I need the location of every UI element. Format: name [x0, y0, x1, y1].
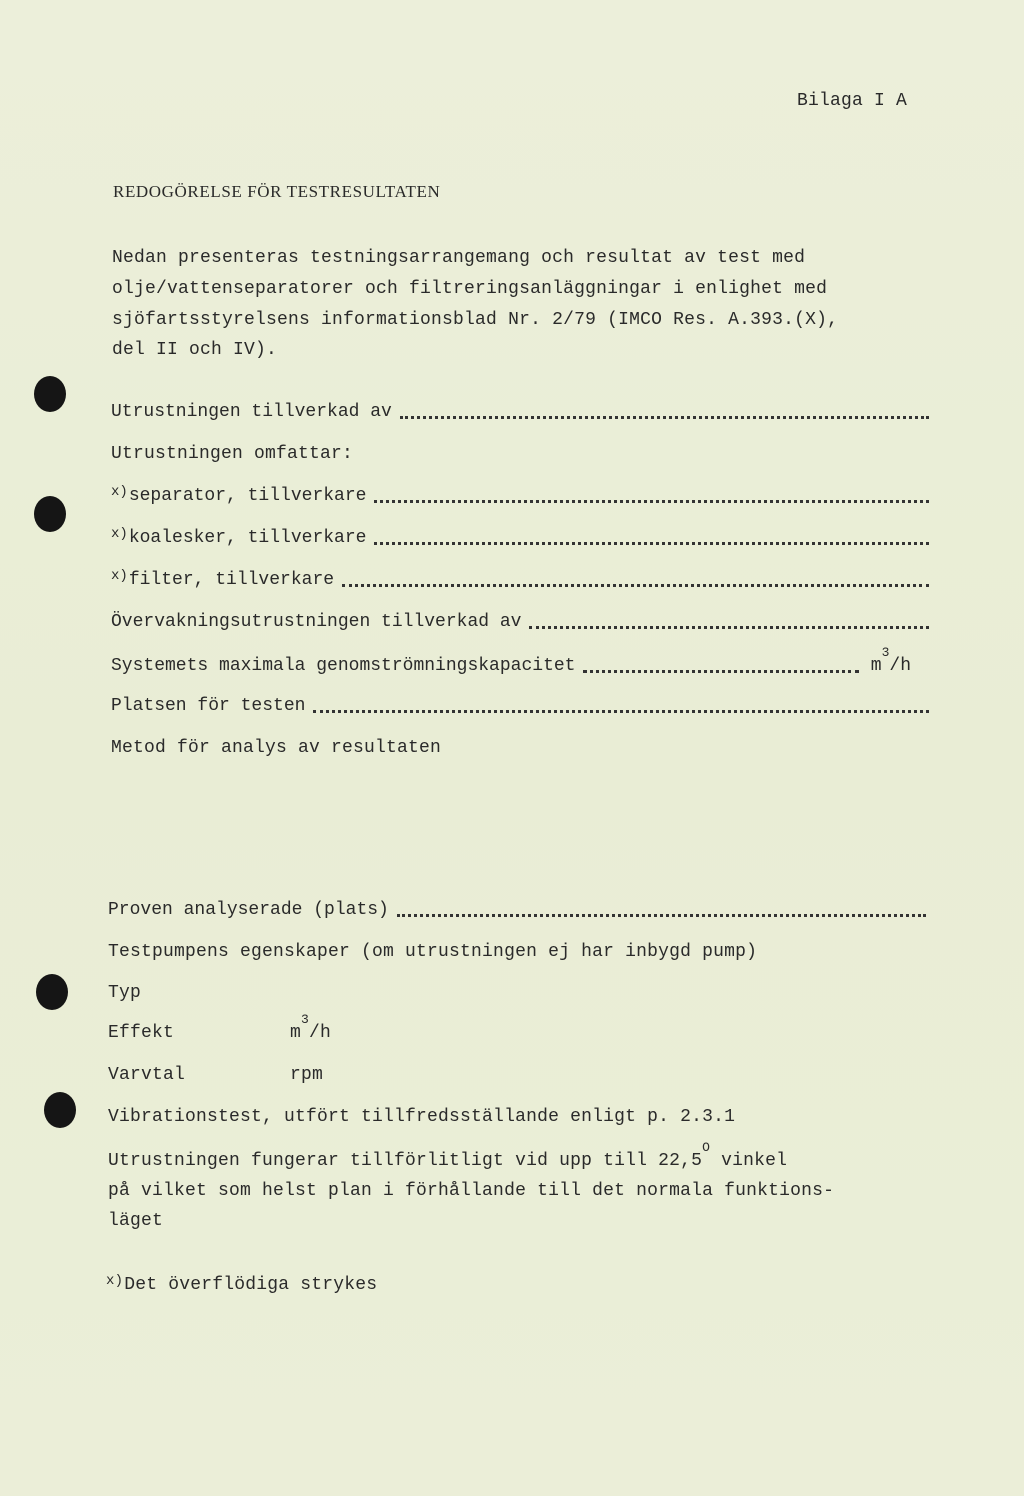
comprises-label: Utrustningen omfattar:	[111, 444, 354, 464]
fill-line	[313, 708, 929, 713]
unit-exponent: 3	[881, 645, 890, 660]
monitoring-field	[111, 611, 929, 633]
separator-field	[111, 485, 929, 507]
manufactured-by-label: Utrustningen tillverkad av	[111, 402, 392, 422]
filter-label: filter, tillverkare	[128, 570, 335, 590]
punch-hole-2	[34, 496, 66, 532]
appendix-label: Bilaga I A	[797, 91, 908, 111]
punch-hole-4	[44, 1092, 76, 1128]
unit-base: m	[290, 1023, 302, 1043]
monitoring-label: Övervakningsutrustningen tillverkad av	[111, 612, 522, 632]
test-location-label: Platsen för testen	[111, 696, 306, 716]
power-label: Effekt	[108, 1023, 175, 1043]
vibration-test-line: Vibrationstest, utfört tillfredsställande enligt p. 2.3.1	[108, 1107, 736, 1127]
unit-base: m	[870, 656, 882, 676]
fill-line	[374, 498, 929, 503]
reliable-line-3: läget	[108, 1211, 164, 1231]
intro-line-2: olje/vattenseparatorer och filtreringsanläggningar i enlighet med	[112, 279, 828, 299]
degree-mark: O	[702, 1140, 711, 1155]
analysis-method-label: Metod för analys av resultaten	[111, 738, 442, 758]
document-title: REDOGÖRELSE FÖR TESTRESULTATEN	[113, 182, 441, 201]
intro-line-4: del II och IV).	[112, 340, 278, 360]
samples-analysed-field	[108, 899, 926, 921]
punch-hole-1	[34, 376, 66, 412]
capacity-label: Systemets maximala genomströmningskapacitet	[111, 656, 576, 676]
footnote	[106, 1274, 377, 1296]
coalescer-field	[111, 527, 929, 549]
footnote-text: Det överflödiga strykes	[124, 1275, 378, 1295]
fill-line	[342, 582, 929, 587]
separator-label: separator, tillverkare	[128, 486, 367, 506]
fill-line	[529, 624, 929, 629]
reliable-text-tail: vinkel	[710, 1151, 788, 1171]
reliable-line-2: på vilket som helst plan i förhållande till det normala funktions-	[108, 1181, 835, 1201]
unit-exponent: 3	[301, 1012, 310, 1027]
unit-tail: /h	[889, 656, 911, 676]
test-location-field	[111, 695, 929, 717]
capacity-unit	[870, 645, 911, 677]
type-label: Typ	[108, 983, 142, 1003]
unit-tail: /h	[309, 1023, 332, 1043]
intro-line-1: Nedan presenteras testningsarrangemang och resultat av test med	[112, 248, 806, 268]
footnote-mark: x)	[106, 1273, 124, 1289]
power-unit	[290, 1012, 332, 1044]
reliable-line-1	[108, 1140, 788, 1172]
punch-hole-3	[36, 974, 68, 1010]
capacity-field	[111, 645, 911, 677]
speed-unit: rpm	[290, 1065, 324, 1085]
filter-field	[111, 569, 929, 591]
footnote-mark: x)	[111, 484, 128, 500]
footnote-mark: x)	[111, 568, 128, 584]
manufactured-by-field	[111, 401, 929, 423]
fill-line	[583, 668, 858, 673]
fill-line	[397, 912, 926, 917]
reliable-text: Utrustningen fungerar tillförlitligt vid upp till 22,5	[108, 1151, 703, 1171]
footnote-mark: x)	[111, 526, 128, 542]
intro-line-3: sjöfartsstyrelsens informationsblad Nr. 2/79 (IMCO Res. A.393.(X),	[112, 310, 839, 330]
speed-label: Varvtal	[108, 1065, 186, 1085]
fill-line	[374, 540, 929, 545]
pump-props-label: Testpumpens egenskaper (om utrustningen ej har inbygd pump)	[108, 942, 758, 962]
fill-line	[400, 414, 929, 419]
coalescer-label: koalesker, tillverkare	[128, 528, 367, 548]
samples-analysed-label: Proven analyserade (plats)	[108, 900, 389, 920]
